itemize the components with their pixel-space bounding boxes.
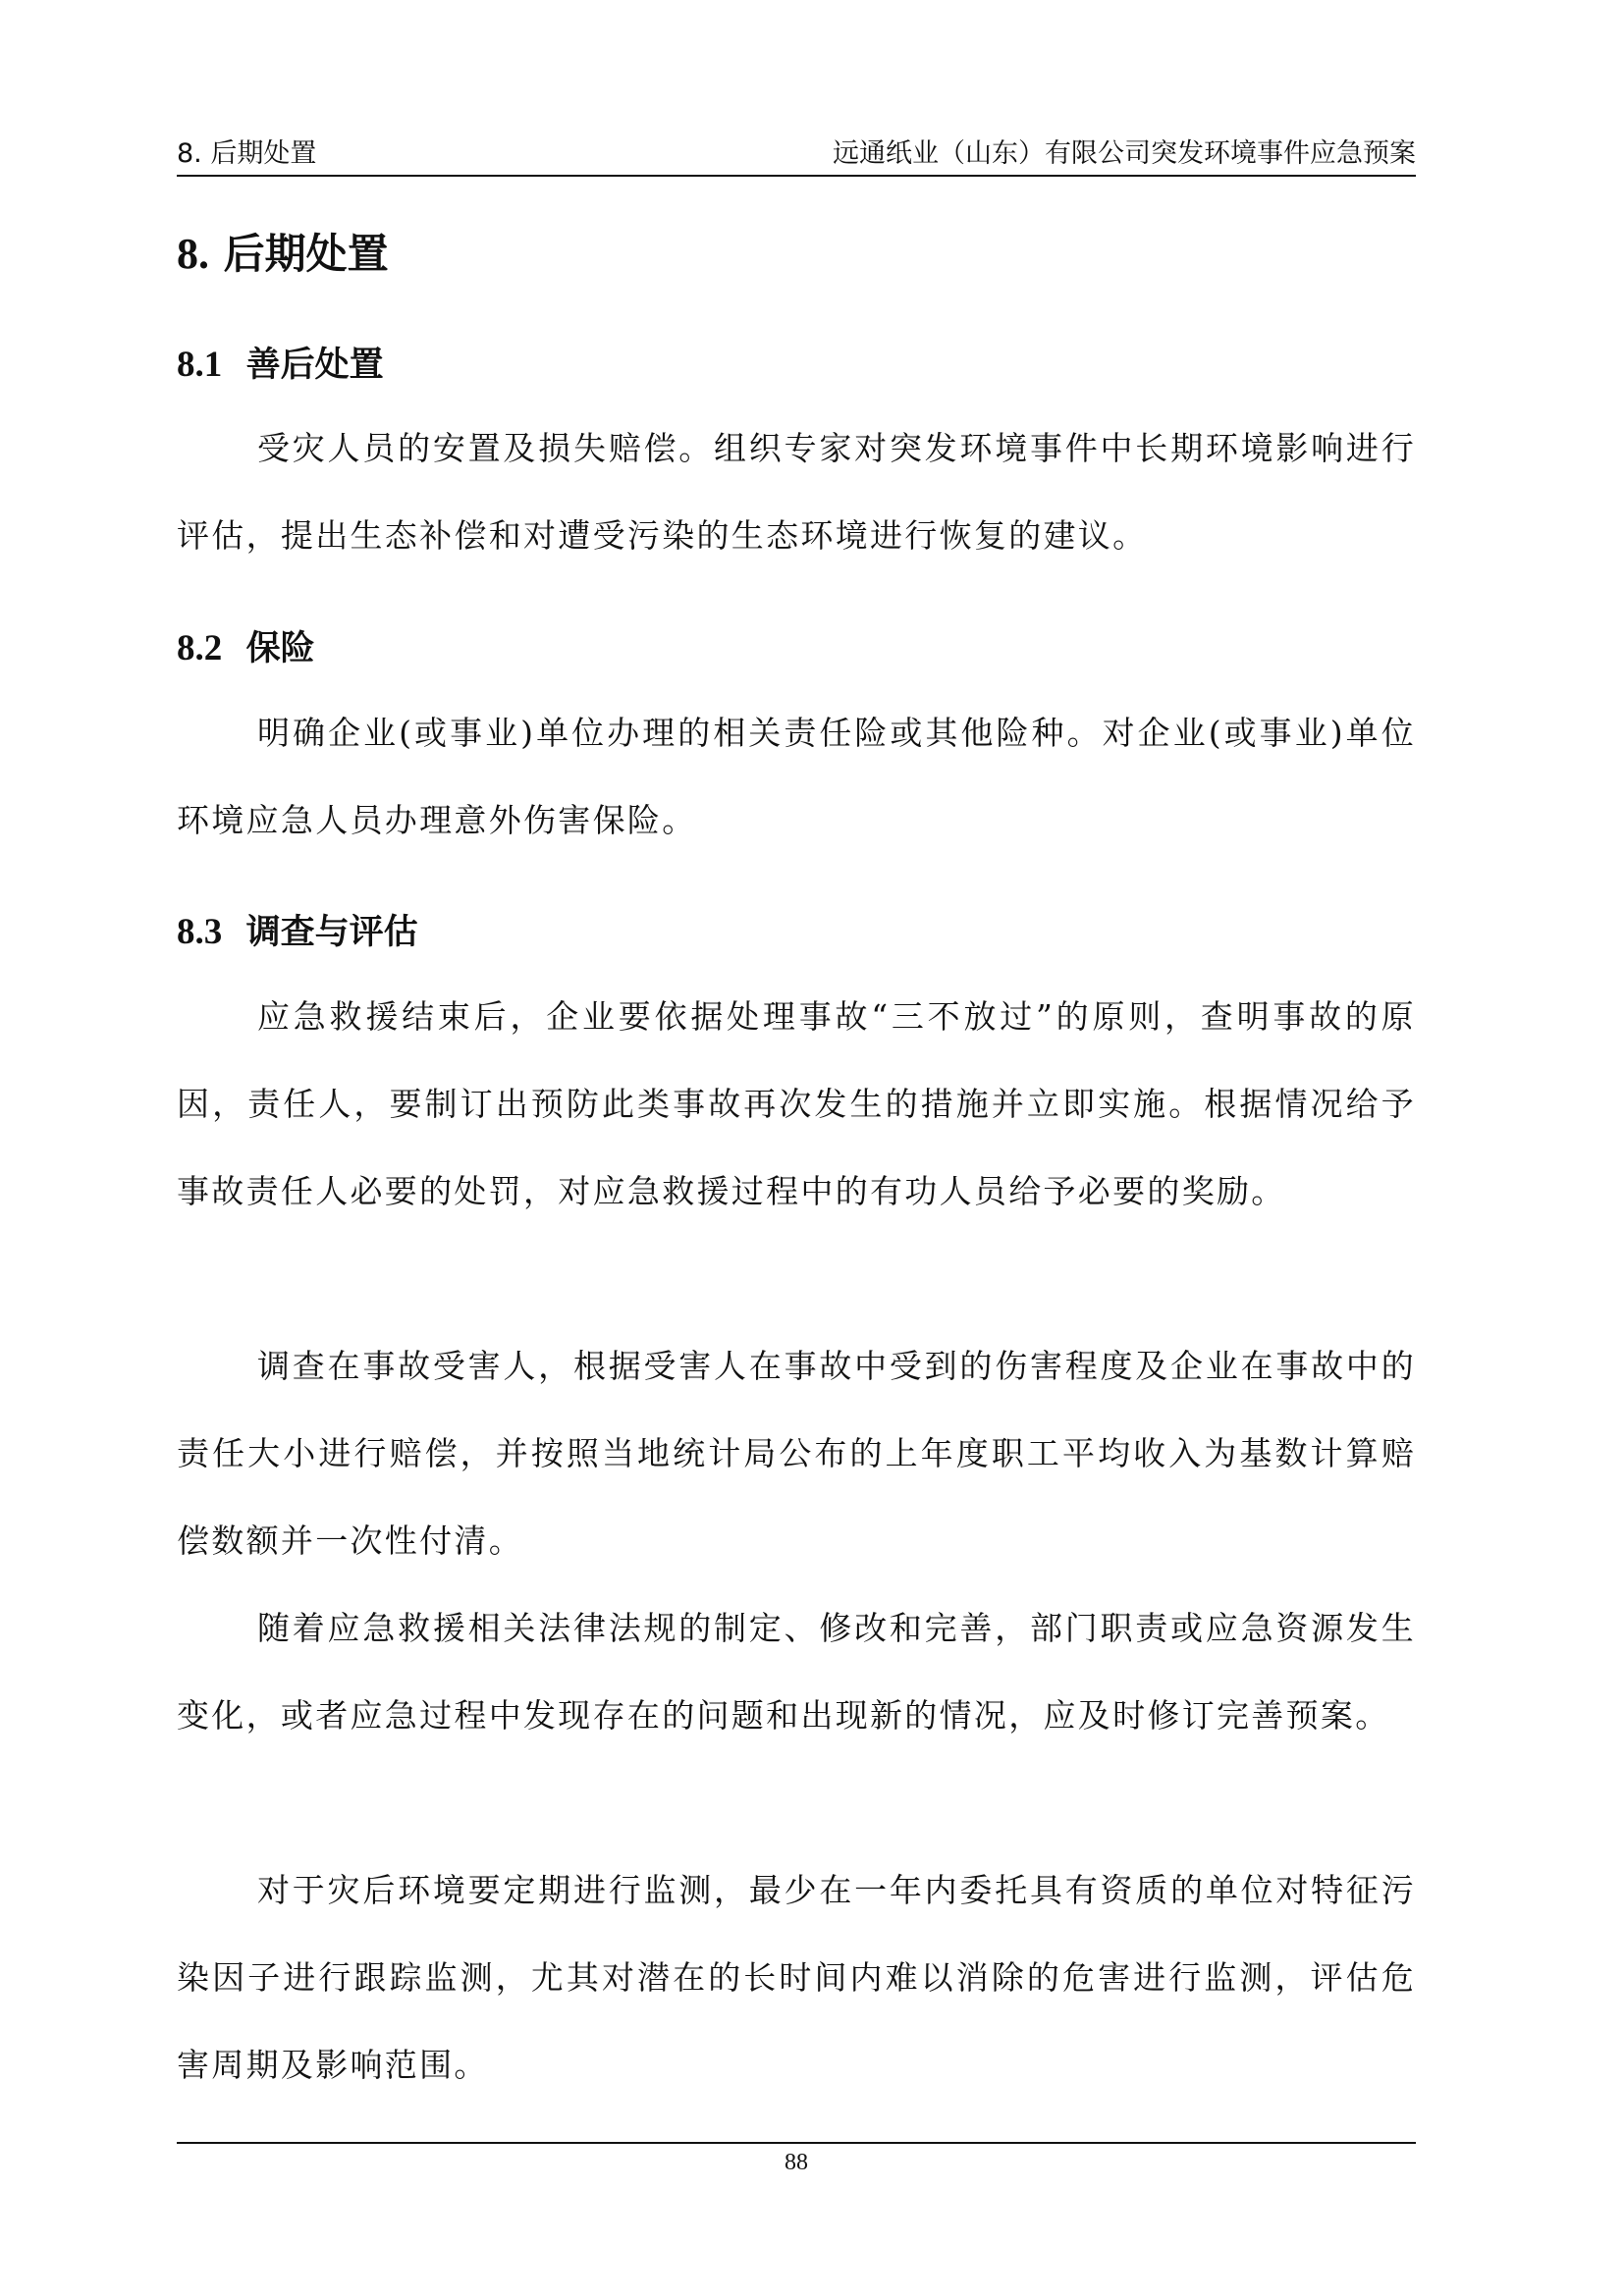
section-heading-8-2 [177,621,315,670]
section-title: 保险 [245,629,315,668]
section-title: 调查与评估 [245,913,418,952]
section-title: 善后处置 [245,346,384,385]
paragraph: 应急救援结束后，企业要依据处理事故“三不放过”的原则，查明事故的原因，责任人，要制订出预防此类事故再次发生的措施并立即实施。根据情况给予事故责任人必要的处罚，对应急救援过程中的有功人员给予必要的奖励。 [177,997,1416,1210]
chapter-heading [177,222,389,281]
footer-rule [177,2142,1416,2144]
chapter-title: 后期处置 [223,230,389,278]
paragraph: 调查在事故受害人，根据受害人在事故中受到的伤害程度及企业在事故中的责任大小进行赔偿，并按照当地统计局公布的上年度职工平均收入为基数计算赔偿数额并一次性付清。 [177,1347,1416,1560]
running-header-section: 8. 后期处置 [177,138,317,169]
paragraph: 受灾人员的安置及损失赔偿。组织专家对突发环境事件中长期环境影响进行评估，提出生态补偿和对遭受污染的生态环境进行恢复的建议。 [177,429,1416,555]
running-header-title: 远通纸业（山东）有限公司突发环境事件应急预案 [833,138,1416,169]
header-rule [177,175,1416,177]
page-number: 88 [785,2150,808,2175]
section-heading-8-1 [177,338,384,387]
section-number: 8.1 [177,345,223,385]
section-number: 8.3 [177,912,223,952]
section-heading-8-3 [177,905,418,954]
paragraph: 随着应急救援相关法律法规的制定、修改和完善，部门职责或应急资源发生变化，或者应急过程中发现存在的问题和出现新的情况，应及时修订完善预案。 [177,1609,1416,1735]
section-number: 8.2 [177,628,223,668]
chapter-number: 8. [177,230,209,278]
paragraph: 对于灾后环境要定期进行监测，最少在一年内委托具有资质的单位对特征污染因子进行跟踪监测，尤其对潜在的长时间内难以消除的危害进行监测，评估危害周期及影响范围。 [177,1871,1416,2084]
paragraph: 明确企业(或事业)单位办理的相关责任险或其他险种。对企业(或事业)单位环境应急人员办理意外伤害保险。 [177,714,1416,839]
